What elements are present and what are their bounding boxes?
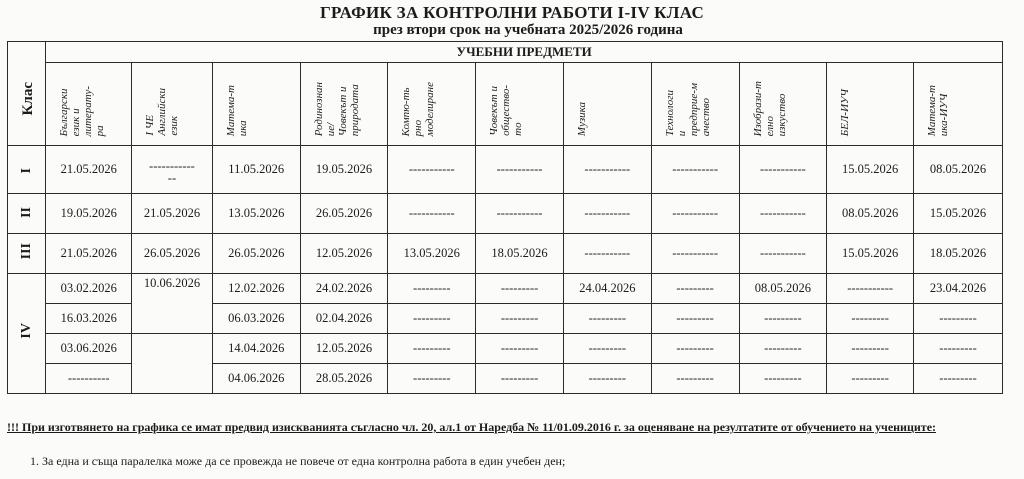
table-row (8, 194, 1003, 234)
subject-header-10 (827, 63, 914, 146)
subject-label: БЕЛ-ИУЧ (839, 88, 852, 136)
date-cell: --------- (914, 364, 1003, 394)
date-cell: ----------- (563, 194, 651, 234)
subject-label: Човекът и общество- то (488, 85, 525, 136)
table-row (8, 274, 1003, 304)
date-cell: 08.05.2026 (914, 146, 1003, 194)
date-cell: ----------- (388, 194, 476, 234)
date-cell: --------- (739, 304, 827, 334)
subject-header-3 (212, 63, 300, 146)
class-label: IV (18, 323, 34, 339)
subject-header-7 (563, 63, 651, 146)
subject-header-2 (132, 63, 213, 146)
date-cell: ----------- (651, 194, 739, 234)
date-cell (132, 334, 213, 394)
date-cell: 21.05.2026 (132, 194, 213, 234)
date-cell: 10.06.2026 (132, 274, 213, 334)
date-cell: --------- (651, 274, 739, 304)
class-label: II (18, 206, 34, 218)
date-cell: 03.06.2026 (46, 334, 132, 364)
requirement-item-1: 1. За една и съща паралелка може да се провежда не повече от една контролна работа в един учебен ден; (30, 454, 566, 468)
date-cell: ----------- (476, 194, 564, 234)
date-cell: --------- (739, 364, 827, 394)
date-cell: 18.05.2026 (914, 234, 1003, 274)
subject-label: Родинознан ие/ Човекът и природата (312, 81, 361, 136)
subject-label: Матема-т ика (224, 84, 249, 136)
date-cell: 16.03.2026 (46, 304, 132, 334)
date-cell: --------- (827, 304, 914, 334)
date-cell: 15.05.2026 (827, 234, 914, 274)
date-cell: ----------- (827, 274, 914, 304)
subject-header-9 (739, 63, 827, 146)
date-cell: 26.05.2026 (212, 234, 300, 274)
date-cell: --------- (827, 364, 914, 394)
date-cell: --------- (476, 334, 564, 364)
date-cell: 26.05.2026 (132, 234, 213, 274)
date-cell: --------- (563, 364, 651, 394)
date-cell: --------- (651, 364, 739, 394)
date-cell: --------- (914, 334, 1003, 364)
class-cell (8, 146, 46, 194)
subject-label: Български език и литерату- ра (58, 85, 107, 136)
date-cell: 19.05.2026 (46, 194, 132, 234)
subject-header-1 (46, 63, 132, 146)
date-cell: 21.05.2026 (46, 234, 132, 274)
date-cell: 23.04.2026 (914, 274, 1003, 304)
subject-label: I ЧЕ Английски език (144, 88, 181, 136)
subject-header-11 (914, 63, 1003, 146)
date-cell: --------- (739, 334, 827, 364)
date-cell: --------- (651, 334, 739, 364)
date-cell: --------- (476, 274, 564, 304)
date-cell: 15.05.2026 (827, 146, 914, 194)
date-cell: --------- (827, 334, 914, 364)
date-cell: 15.05.2026 (914, 194, 1003, 234)
subjects-header: УЧЕБНИ ПРЕДМЕТИ (46, 42, 1003, 63)
date-cell: 24.04.2026 (563, 274, 651, 304)
date-cell: 28.05.2026 (300, 364, 388, 394)
date-cell: 04.06.2026 (212, 364, 300, 394)
date-cell: ----------- (388, 146, 476, 194)
table-body (8, 146, 1003, 394)
date-cell: 08.05.2026 (739, 274, 827, 304)
date-cell: --------- (388, 334, 476, 364)
subject-label: Матема-т ика-ИУЧ (926, 84, 951, 136)
class-cell (8, 234, 46, 274)
date-cell: --------- (388, 274, 476, 304)
date-cell: 26.05.2026 (300, 194, 388, 234)
schedule-table (7, 41, 1003, 394)
subject-label: Музика (575, 101, 588, 136)
date-cell: 02.04.2026 (300, 304, 388, 334)
class-label: I (18, 168, 34, 174)
date-cell: --------- (388, 364, 476, 394)
table-row (8, 234, 1003, 274)
date-cell: 13.05.2026 (212, 194, 300, 234)
class-header-label: Клас (20, 82, 36, 116)
date-cell: ----------- (739, 146, 827, 194)
date-cell: --------- (651, 304, 739, 334)
date-cell: 12.05.2026 (300, 234, 388, 274)
date-cell: --------- (563, 334, 651, 364)
date-cell: ----------- (563, 234, 651, 274)
date-cell: ----------- (476, 146, 564, 194)
date-cell: ----------- (739, 234, 827, 274)
date-cell: 11.05.2026 (212, 146, 300, 194)
subjects-row (8, 63, 1003, 146)
subject-label: Изобрази-т елно изкуство (751, 80, 788, 136)
document-title: ГРАФИК ЗА КОНТРОЛНИ РАБОТИ I-IV КЛАС (319, 3, 705, 22)
date-cell: 13.05.2026 (388, 234, 476, 274)
date-cell: ----------- (739, 194, 827, 234)
requirements-note: !!! При изготвянето на графика се имат предвид изискванията съгласно чл. 20, ал.1 от Наредба № 11/01.09.2016 г. за оценяване на резултатите от обучението на учениците: (7, 420, 937, 434)
date-cell: 18.05.2026 (476, 234, 564, 274)
document-subtitle: през втори срок на учебната 2025/2026 година (373, 22, 683, 38)
date-cell: ----------- -- (132, 146, 213, 194)
date-cell: ---------- (46, 364, 132, 394)
date-cell: --------- (914, 304, 1003, 334)
subject-header-4 (300, 63, 388, 146)
class-column-header (8, 42, 46, 146)
date-cell: 12.05.2026 (300, 334, 388, 364)
date-cell: 14.04.2026 (212, 334, 300, 364)
date-cell: --------- (476, 364, 564, 394)
class-label: III (18, 242, 34, 260)
date-cell: --------- (388, 304, 476, 334)
class-cell (8, 194, 46, 234)
date-cell: 06.03.2026 (212, 304, 300, 334)
table-row (8, 146, 1003, 194)
subject-label: Технологи и предприе-м ачество (663, 82, 712, 136)
table-row (8, 334, 1003, 364)
date-cell: --------- (563, 304, 651, 334)
subject-header-6 (476, 63, 564, 146)
date-cell: 19.05.2026 (300, 146, 388, 194)
date-cell: ----------- (651, 146, 739, 194)
subject-label: Компю-ть рно моделиране (400, 81, 437, 136)
subject-header-5 (388, 63, 476, 146)
subject-header-8 (651, 63, 739, 146)
date-cell: ----------- (651, 234, 739, 274)
date-cell: 12.02.2026 (212, 274, 300, 304)
date-cell: ----------- (563, 146, 651, 194)
class-cell (8, 274, 46, 394)
date-cell: --------- (476, 304, 564, 334)
date-cell: 24.02.2026 (300, 274, 388, 304)
date-cell: 21.05.2026 (46, 146, 132, 194)
date-cell: 03.02.2026 (46, 274, 132, 304)
date-cell: 08.05.2026 (827, 194, 914, 234)
